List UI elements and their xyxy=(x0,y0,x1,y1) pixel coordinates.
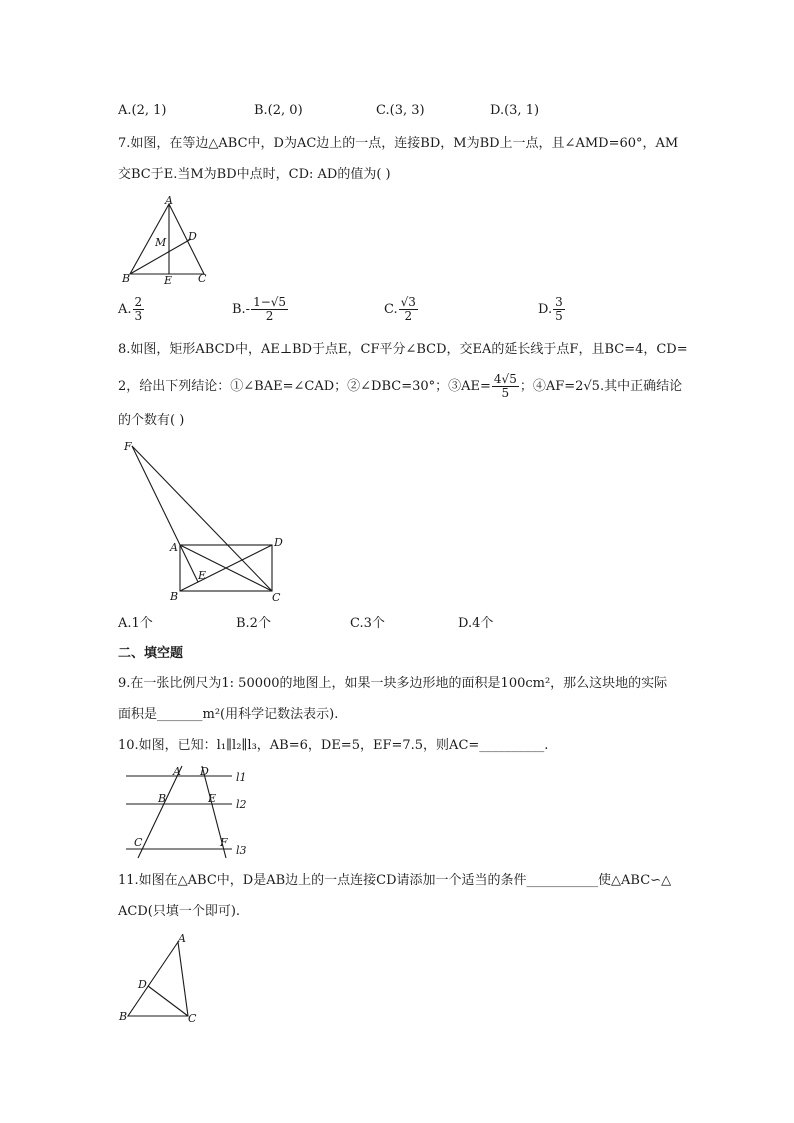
q7-option-c: C. $\frac{√3}{2}$ xyxy=(384,295,416,323)
q11-label-c: C xyxy=(188,1012,197,1025)
q7-text-line1: 7.如图，在等边△ABC中，D为AC边上的一点，连接BD，M为BD上一点，且∠AMD=60°，AM xyxy=(118,136,679,151)
q7-label-c: C xyxy=(198,272,207,285)
q7-label-m: M xyxy=(155,236,167,249)
q10-answer-blank[interactable]: __________ xyxy=(479,738,545,753)
q8-text-line1: 8.如图，矩形ABCD中，AE⊥BD于点E，CF平分∠BCD，交EA的延长线于点F，且BC=4，CD= xyxy=(118,342,688,357)
q6-option-c: C.(3, 3) xyxy=(376,103,425,118)
q8-label-a: A xyxy=(170,541,178,554)
q7-label-a: A xyxy=(165,194,173,207)
q10-label-d: D xyxy=(200,765,209,778)
q7-option-d: D. $\frac{3}{5}$ xyxy=(538,295,563,323)
q10-label-l2: l2 xyxy=(236,798,247,811)
q10-text: 10.如图，已知：l₁∥l₂∥l₃，AB=6，DE=5，EF=7.5，则AC=__________. xyxy=(118,738,549,753)
q10-label-a: A xyxy=(173,765,181,778)
q10-parallel-lines-figure xyxy=(118,764,258,864)
q10-label-c: C xyxy=(134,836,143,849)
q7-label-b: B xyxy=(122,272,131,285)
q11-text-line2: ACD(只填一个即可). xyxy=(118,904,241,919)
q7-option-b: B.- $\frac{1-√5}{2}$ xyxy=(232,295,287,323)
q6-option-b: B.(2, 0) xyxy=(254,103,303,118)
q8-text-line2: 2，给出下列结论：①∠BAE=∠CAD；②∠DBC=30°；③AE= $\frac{4√5}{5}$ ；④AF=2√5.其中正确结论 xyxy=(118,372,683,400)
q8-option-c: C.3个 xyxy=(350,616,385,631)
q8-label-c: C xyxy=(272,591,281,604)
q7-triangle-figure xyxy=(118,196,228,288)
q9-answer-blank[interactable]: _______ xyxy=(157,707,203,722)
q11-label-d: D xyxy=(138,978,147,991)
q10-label-e: E xyxy=(208,792,217,805)
q10-label-l3: l3 xyxy=(236,844,247,857)
q10-label-f: F xyxy=(220,836,228,849)
q6-option-a: A.(2, 1) xyxy=(118,103,167,118)
q8-option-b: B.2个 xyxy=(236,616,271,631)
q11-label-b: B xyxy=(119,1010,128,1023)
q7-option-a: A. $\frac{2}{3}$ xyxy=(118,295,143,323)
q11-answer-blank[interactable]: ___________ xyxy=(526,873,599,888)
q9-text-line2: 面积是_______m²(用科学记数法表示). xyxy=(118,707,339,722)
q8-label-e: E xyxy=(198,569,207,582)
q11-triangle-figure xyxy=(118,930,218,1026)
q6-option-d: D.(3, 1) xyxy=(490,103,540,118)
q8-label-d: D xyxy=(274,536,283,549)
q11-text-line1: 11.如图在△ABC中，D是AB边上的一点连接CD请添加一个适当的条件___________使△ABC∽△ xyxy=(118,873,672,888)
q10-label-l1: l1 xyxy=(236,771,247,784)
q8-rectangle-figure xyxy=(118,440,298,605)
q7-label-d: D xyxy=(188,230,197,243)
q8-option-a: A.1个 xyxy=(118,616,153,631)
q11-label-a: A xyxy=(178,932,186,945)
q8-text-line3: 的个数有( ) xyxy=(118,413,185,428)
q10-label-b: B xyxy=(158,792,167,805)
q7-label-e: E xyxy=(164,274,173,287)
q8-label-f: F xyxy=(124,440,132,453)
q8-label-b: B xyxy=(170,590,179,603)
q8-option-d: D.4个 xyxy=(458,616,494,631)
q9-text-line1: 9.在一张比例尺为1: 50000的地图上，如果一块多边形地的面积是100cm²，那么这块地的实际 xyxy=(118,676,668,691)
q7-text-line2: 交BC于E.当M为BD中点时，CD: AD的值为( ) xyxy=(118,167,391,182)
section-fill-in-title: 二、填空题 xyxy=(118,646,184,661)
